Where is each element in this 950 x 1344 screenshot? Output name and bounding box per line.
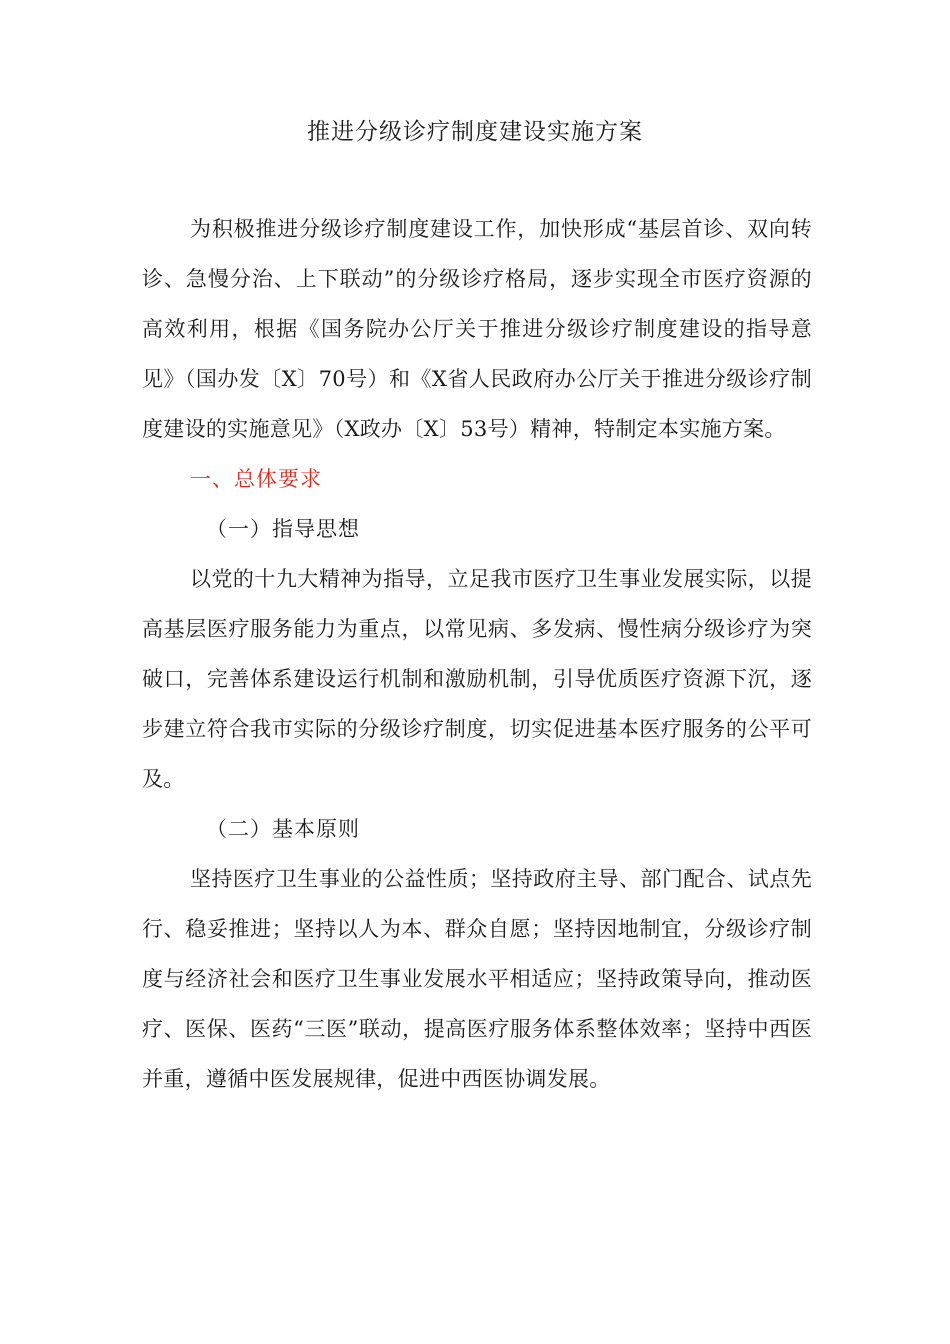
subsection-heading-basic-principles: （二）基本原则 (206, 817, 360, 841)
section-heading-overall-requirements: 一、总体要求 (190, 467, 322, 491)
subsection-heading-guiding-ideology: （一）指导思想 (206, 517, 360, 541)
intro-paragraph: 为积极推进分级诊疗制度建设工作，加快形成“基层首诊、双向转诊、急慢分治、上下联动”的分级诊疗格局，逐步实现全市医疗资源的高效利用，根据《国务院办公厅关于推进分级诊疗制度建设的指导意见》（国办发〔X〕70号）和《X省人民政府办公厅关于推进分级诊疗制度建设的实施意见》（X政办〔X〕53号）精神，特制定本实施方案。 (142, 217, 812, 441)
document-body (142, 204, 812, 1104)
guiding-ideology-paragraph: 以党的十九大精神为指导，立足我市医疗卫生事业发展实际，以提高基层医疗服务能力为重点，以常见病、多发病、慢性病分级诊疗为突破口，完善体系建设运行机制和激励机制，引导优质医疗资源下沉，逐步建立符合我市实际的分级诊疗制度，切实促进基本医疗服务的公平可及。 (142, 567, 812, 791)
document-title: 推进分级诊疗制度建设实施方案 (307, 119, 643, 145)
basic-principles-paragraph: 坚持医疗卫生事业的公益性质；坚持政府主导、部门配合、试点先行、稳妥推进；坚持以人为本、群众自愿；坚持因地制宜，分级诊疗制度与经济社会和医疗卫生事业发展水平相适应；坚持政策导向，推动医疗、医保、医药“三医”联动，提高医疗服务体系整体效率；坚持中西医并重，遵循中医发展规律，促进中西医协调发展。 (142, 867, 812, 1091)
